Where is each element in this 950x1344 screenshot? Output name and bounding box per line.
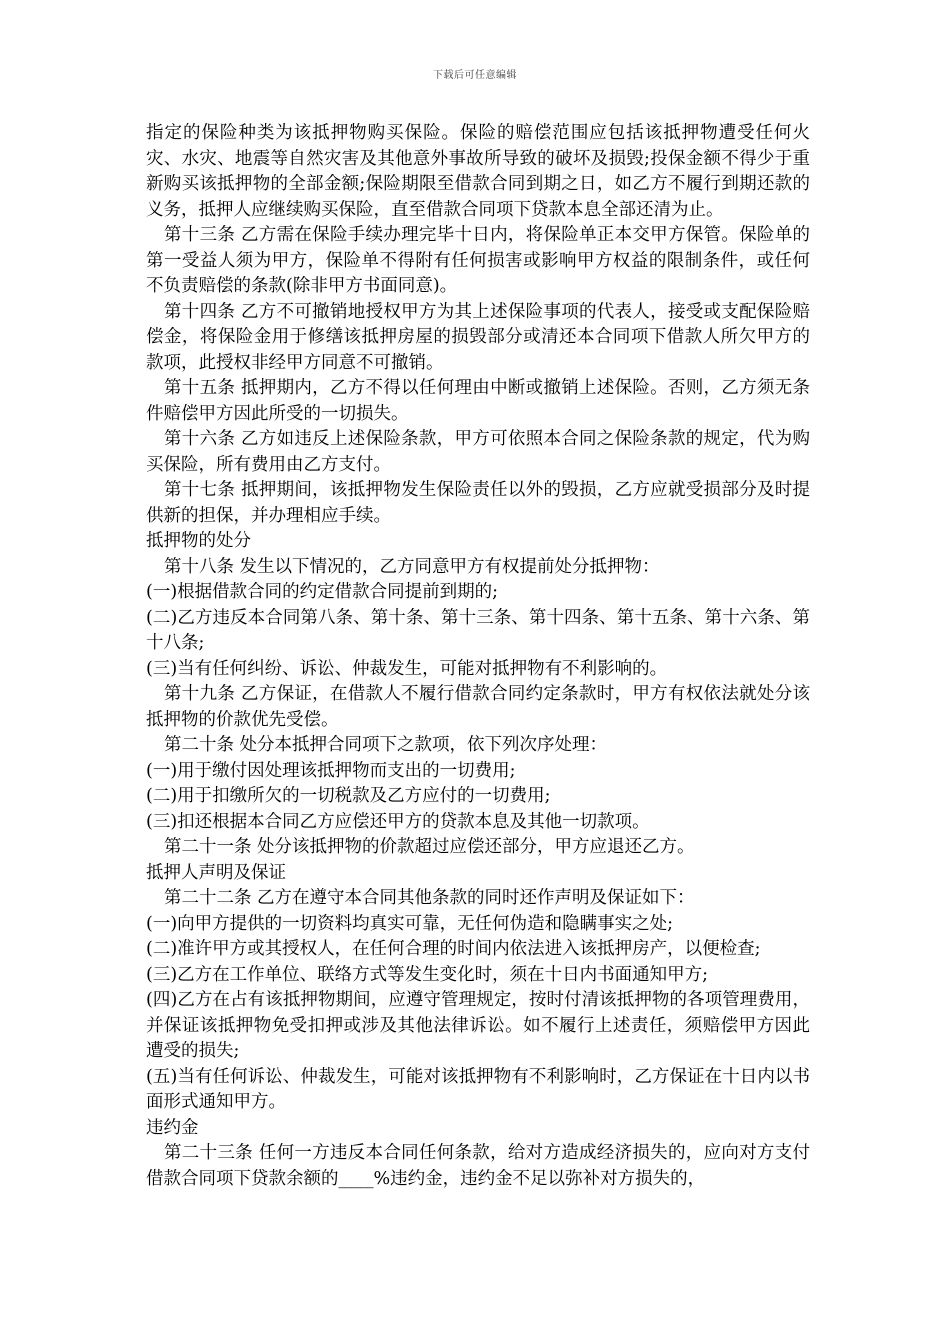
paragraph: 第二十条 处分本抵押合同项下之款项，依下列次序处理： bbox=[164, 735, 608, 755]
paragraph: (二)乙方违反本合同第八条、第十条、第十三条、第十四条、第十五条、第十六条、第十八条; bbox=[146, 607, 810, 653]
paragraph: 第十八条 发生以下情况的，乙方同意甲方有权提前处分抵押物： bbox=[164, 556, 660, 577]
paragraph: (一)用于缴付因处理该抵押物而支出的一切费用; bbox=[146, 760, 516, 781]
paragraph: (四)乙方在占有该抵押物期间，应遵守管理规定，按时付清该抵押物的各项管理费用，并保证该抵押物免受扣押或涉及其他法律诉讼。如不履行上述责任，须赔偿甲方因此遭受的损失; bbox=[146, 990, 810, 1061]
paragraph: 第十六条 乙方如违反上述保险条款，甲方可依照本合同之保险条款的规定，代为购买保险，所有费用由乙方支付。 bbox=[146, 429, 810, 475]
paragraph: 第十五条 抵押期内，乙方不得以任何理由中断或撤销上述保险。否则，乙方须无条件赔偿甲方因此所受的一切损失。 bbox=[146, 378, 810, 424]
paragraph: (一)根据借款合同的约定借款合同提前到期的; bbox=[146, 582, 499, 602]
paragraph: (五)当有任何诉讼、仲裁发生，可能对该抵押物有不利影响时，乙方保证在十日内以书面形式通知甲方。 bbox=[146, 1066, 810, 1112]
paragraph: (二)准许甲方或其授权人，在任何合理的时间内依法进入该抵押房产，以便检查; bbox=[146, 939, 761, 959]
paragraph: 第二十一条 处分该抵押物的价款超过应偿还部分，甲方应退还乙方。 bbox=[164, 837, 695, 857]
paragraph: 第二十三条 任何一方违反本合同任何条款，给对方造成经济损失的，应向对方支付借款合同项下贷款余额的____%违约金，违约金不足以弥补对方损失的， bbox=[146, 1143, 810, 1189]
page-header: 下载后可任意编辑 bbox=[433, 70, 517, 81]
document-body bbox=[146, 121, 810, 1192]
paragraph: 第十七条 抵押期间，该抵押物发生保险责任以外的毁损，乙方应就受损部分及时提供新的担保，并办理相应手续。 bbox=[146, 480, 810, 526]
paragraph: 指定的保险种类为该抵押物购买保险。保险的赔偿范围应包括该抵押物遭受任何火灾、水灾、地震等自然灾害及其他意外事故所导致的破坏及损毁;投保金额不得少于重新购买该抵押物的全部金额;保险期限至借款合同到期之日，如乙方不履行到期还款的义务，抵押人应继续购买保险，直至借款合同项下贷款本息全部还清为止。 bbox=[146, 123, 810, 220]
paragraph: (二)用于扣缴所欠的一切税款及乙方应付的一切费用; bbox=[146, 786, 551, 806]
paragraph: 第十九条 乙方保证，在借款人不履行借款合同约定条款时，甲方有权依法就处分该抵押物的价款优先受偿。 bbox=[146, 684, 810, 730]
paragraph: (三)当有任何纠纷、诉讼、仲裁发生，可能对抵押物有不利影响的。 bbox=[146, 658, 668, 679]
paragraph: (三)扣还根据本合同乙方应偿还甲方的贷款本息及其他一切款项。 bbox=[146, 811, 650, 832]
section-heading: 违约金 bbox=[146, 1117, 199, 1138]
section-heading: 抵押人声明及保证 bbox=[146, 862, 286, 883]
paragraph: (三)乙方在工作单位、联络方式等发生变化时，须在十日内书面通知甲方; bbox=[146, 964, 709, 985]
section-heading: 抵押物的处分 bbox=[146, 531, 251, 551]
paragraph: 第十四条 乙方不可撤销地授权甲方为其上述保险事项的代表人，接受或支配保险赔偿金，将保险金用于修缮该抵押房屋的损毁部分或清还本合同项下借款人所欠甲方的款项，此授权非经甲方同意不可撤销。 bbox=[146, 301, 810, 373]
paragraph: 第二十二条 乙方在遵守本合同其他条款的同时还作声明及保证如下： bbox=[164, 888, 695, 908]
paragraph: (一)向甲方提供的一切资料均真实可靠，无任何伪造和隐瞒事实之处; bbox=[146, 913, 674, 934]
paragraph: 第十三条 乙方需在保险手续办理完毕十日内，将保险单正本交甲方保管。保险单的第一受益人须为甲方，保险单不得附有任何损害或影响甲方权益的限制条件，或任何不负责赔偿的条款(除非甲方书面同意)。 bbox=[146, 225, 810, 296]
